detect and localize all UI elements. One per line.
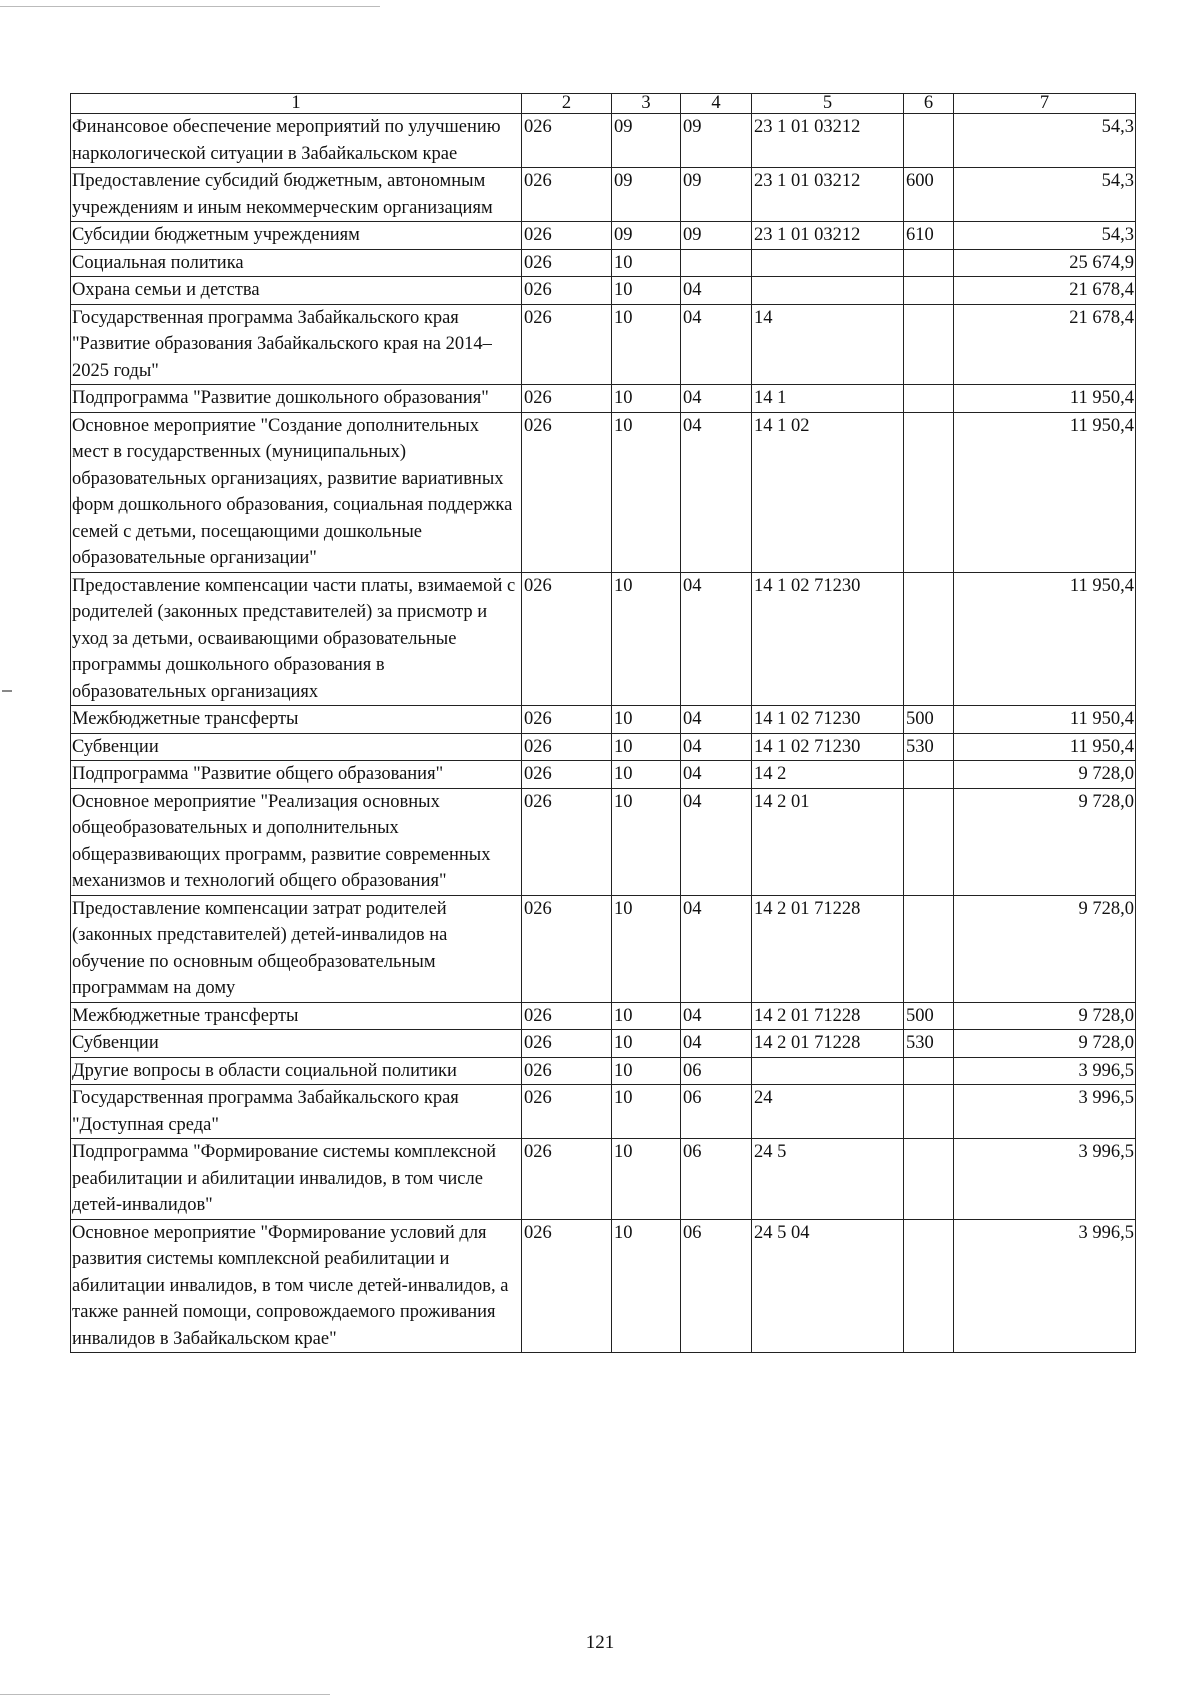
cell-ministry-code: 026: [522, 706, 612, 734]
cell-amount: 21 678,4: [954, 304, 1136, 385]
cell-amount: 3 996,5: [954, 1085, 1136, 1139]
cell-name: Другие вопросы в области социальной политики: [71, 1057, 522, 1085]
table-row: [71, 304, 1136, 385]
cell-target-article: 24: [752, 1085, 904, 1139]
cell-expense-type: 610: [904, 222, 954, 250]
cell-target-article: 23 1 01 03212: [752, 168, 904, 222]
cell-target-article: 14 2: [752, 761, 904, 789]
cell-name: Межбюджетные трансферты: [71, 706, 522, 734]
cell-expense-type: [904, 1057, 954, 1085]
cell-subsection: 06: [681, 1057, 752, 1085]
cell-amount: 11 950,4: [954, 385, 1136, 413]
cell-target-article: 24 5 04: [752, 1219, 904, 1353]
cell-target-article: 23 1 01 03212: [752, 114, 904, 168]
table-row: [71, 706, 1136, 734]
cell-amount: 3 996,5: [954, 1219, 1136, 1353]
table-row: [71, 761, 1136, 789]
cell-expense-type: [904, 249, 954, 277]
cell-section: 10: [612, 706, 681, 734]
page-number: 121: [585, 1632, 615, 1653]
table-row: [71, 385, 1136, 413]
cell-ministry-code: 026: [522, 249, 612, 277]
cell-amount: 9 728,0: [954, 761, 1136, 789]
cell-target-article: [752, 1057, 904, 1085]
cell-ministry-code: 026: [522, 1219, 612, 1353]
cell-name: Субвенции: [71, 733, 522, 761]
cell-name: Охрана семьи и детства: [71, 277, 522, 305]
cell-expense-type: 530: [904, 1030, 954, 1058]
cell-subsection: 09: [681, 168, 752, 222]
table-row: [71, 277, 1136, 305]
cell-section: 10: [612, 249, 681, 277]
cell-name: Подпрограмма "Формирование системы комплексной реабилитации и абилитации инвалидов, в том числе детей-инвалидов": [71, 1139, 522, 1220]
cell-name: Предоставление субсидий бюджетным, автономным учреждениям и иным некоммерческим организациям: [71, 168, 522, 222]
cell-section: 10: [612, 1030, 681, 1058]
cell-ministry-code: 026: [522, 385, 612, 413]
cell-expense-type: [904, 412, 954, 572]
cell-amount: 54,3: [954, 222, 1136, 250]
cell-ministry-code: 026: [522, 114, 612, 168]
cell-amount: 54,3: [954, 168, 1136, 222]
column-header: 4: [681, 94, 752, 114]
budget-table: [70, 93, 1136, 1353]
cell-name: Подпрограмма "Развитие общего образования": [71, 761, 522, 789]
cell-subsection: 04: [681, 572, 752, 706]
cell-target-article: 14 1 02 71230: [752, 706, 904, 734]
cell-expense-type: [904, 895, 954, 1002]
cell-amount: 11 950,4: [954, 412, 1136, 572]
cell-amount: 3 996,5: [954, 1057, 1136, 1085]
cell-ministry-code: 026: [522, 1002, 612, 1030]
cell-subsection: 04: [681, 1002, 752, 1030]
table-row: [71, 733, 1136, 761]
cell-name: Основное мероприятие "Создание дополнительных мест в государственных (муниципальных) образовательных организациях, развитие вариативных форм дошкольного образования, социальная поддержка семей с детьми, посещающими дошкольные образовательные организации": [71, 412, 522, 572]
cell-ministry-code: 026: [522, 277, 612, 305]
cell-expense-type: [904, 572, 954, 706]
cell-expense-type: [904, 788, 954, 895]
column-header: 6: [904, 94, 954, 114]
cell-amount: 11 950,4: [954, 733, 1136, 761]
cell-section: 10: [612, 304, 681, 385]
cell-target-article: 14 1 02 71230: [752, 733, 904, 761]
cell-target-article: 14 1 02 71230: [752, 572, 904, 706]
cell-ministry-code: 026: [522, 222, 612, 250]
cell-subsection: [681, 249, 752, 277]
cell-target-article: [752, 249, 904, 277]
cell-name: Социальная политика: [71, 249, 522, 277]
cell-target-article: 14 2 01 71228: [752, 1002, 904, 1030]
cell-ministry-code: 026: [522, 1139, 612, 1220]
table-row: [71, 1219, 1136, 1353]
cell-section: 09: [612, 222, 681, 250]
cell-target-article: 14 1: [752, 385, 904, 413]
table-row: [71, 412, 1136, 572]
cell-name: Субсидии бюджетным учреждениям: [71, 222, 522, 250]
cell-target-article: 23 1 01 03212: [752, 222, 904, 250]
cell-subsection: 04: [681, 412, 752, 572]
cell-amount: 9 728,0: [954, 1002, 1136, 1030]
cell-subsection: 06: [681, 1219, 752, 1353]
cell-target-article: 14 2 01 71228: [752, 895, 904, 1002]
cell-subsection: 09: [681, 114, 752, 168]
cell-subsection: 06: [681, 1085, 752, 1139]
cell-ministry-code: 026: [522, 168, 612, 222]
cell-ministry-code: 026: [522, 733, 612, 761]
cell-section: 10: [612, 572, 681, 706]
table-row: [71, 1139, 1136, 1220]
cell-name: Основное мероприятие "Формирование условий для развития системы комплексной реабилитации и абилитации инвалидов, в том числе детей-инвалидов, а также ранней помощи, сопровождаемого проживания инвалидов в Забайкальском крае": [71, 1219, 522, 1353]
cell-section: 10: [612, 895, 681, 1002]
cell-ministry-code: 026: [522, 572, 612, 706]
column-header: 7: [954, 94, 1136, 114]
cell-subsection: 04: [681, 385, 752, 413]
cell-expense-type: [904, 385, 954, 413]
table-row: [71, 1085, 1136, 1139]
cell-amount: 9 728,0: [954, 1030, 1136, 1058]
cell-name: Субвенции: [71, 1030, 522, 1058]
table-row: [71, 168, 1136, 222]
cell-name: Государственная программа Забайкальского края "Доступная среда": [71, 1085, 522, 1139]
cell-amount: 3 996,5: [954, 1139, 1136, 1220]
cell-subsection: 04: [681, 1030, 752, 1058]
cell-amount: 9 728,0: [954, 895, 1136, 1002]
cell-section: 10: [612, 1002, 681, 1030]
column-header: 1: [71, 94, 522, 114]
cell-target-article: [752, 277, 904, 305]
cell-amount: 9 728,0: [954, 788, 1136, 895]
cell-name: Подпрограмма "Развитие дошкольного образования": [71, 385, 522, 413]
cell-name: Предоставление компенсации затрат родителей (законных представителей) детей-инвалидов на обучение по основным общеобразовательным программам на дому: [71, 895, 522, 1002]
column-header: 2: [522, 94, 612, 114]
cell-subsection: 04: [681, 277, 752, 305]
cell-amount: 11 950,4: [954, 572, 1136, 706]
table-row: [71, 114, 1136, 168]
cell-expense-type: [904, 1085, 954, 1139]
cell-amount: 21 678,4: [954, 277, 1136, 305]
scan-artifact-line: [0, 1694, 330, 1695]
cell-subsection: 04: [681, 761, 752, 789]
cell-subsection: 09: [681, 222, 752, 250]
cell-section: 10: [612, 1219, 681, 1353]
cell-ministry-code: 026: [522, 1057, 612, 1085]
cell-target-article: 14 1 02: [752, 412, 904, 572]
cell-target-article: 24 5: [752, 1139, 904, 1220]
cell-subsection: 04: [681, 304, 752, 385]
table-row: [71, 249, 1136, 277]
cell-name: Межбюджетные трансферты: [71, 1002, 522, 1030]
cell-expense-type: 600: [904, 168, 954, 222]
cell-expense-type: [904, 304, 954, 385]
cell-subsection: 04: [681, 895, 752, 1002]
cell-section: 10: [612, 761, 681, 789]
table-row: [71, 1030, 1136, 1058]
table-row: [71, 572, 1136, 706]
table-row: [71, 895, 1136, 1002]
cell-name: Государственная программа Забайкальского края "Развитие образования Забайкальского края на 2014–2025 годы": [71, 304, 522, 385]
cell-ministry-code: 026: [522, 412, 612, 572]
cell-section: 10: [612, 733, 681, 761]
cell-expense-type: 500: [904, 706, 954, 734]
table-body: [71, 114, 1136, 1353]
cell-ministry-code: 026: [522, 304, 612, 385]
cell-amount: 54,3: [954, 114, 1136, 168]
scan-artifact-line: [0, 6, 380, 7]
scan-artifact-mark: [2, 690, 12, 692]
cell-expense-type: [904, 1139, 954, 1220]
cell-expense-type: [904, 114, 954, 168]
cell-amount: 25 674,9: [954, 249, 1136, 277]
cell-section: 10: [612, 1139, 681, 1220]
cell-section: 10: [612, 412, 681, 572]
cell-expense-type: 530: [904, 733, 954, 761]
table-header-row: [71, 94, 1136, 114]
cell-section: 10: [612, 277, 681, 305]
cell-target-article: 14 2 01 71228: [752, 1030, 904, 1058]
cell-section: 09: [612, 168, 681, 222]
cell-ministry-code: 026: [522, 895, 612, 1002]
cell-section: 10: [612, 788, 681, 895]
cell-amount: 11 950,4: [954, 706, 1136, 734]
column-header: 5: [752, 94, 904, 114]
cell-ministry-code: 026: [522, 1030, 612, 1058]
cell-name: Предоставление компенсации части платы, взимаемой с родителей (законных представителей) за присмотр и уход за детьми, осваивающими образовательные программы дошкольного образования в образовательных организациях: [71, 572, 522, 706]
cell-expense-type: [904, 761, 954, 789]
cell-name: Основное мероприятие "Реализация основных общеобразовательных и дополнительных общеразвивающих программ, развитие современных механизмов и технологий общего образования": [71, 788, 522, 895]
cell-target-article: 14: [752, 304, 904, 385]
cell-subsection: 04: [681, 706, 752, 734]
cell-expense-type: 500: [904, 1002, 954, 1030]
table-row: [71, 1057, 1136, 1085]
cell-ministry-code: 026: [522, 788, 612, 895]
cell-section: 09: [612, 114, 681, 168]
table-row: [71, 788, 1136, 895]
cell-section: 10: [612, 1057, 681, 1085]
table-row: [71, 1002, 1136, 1030]
cell-subsection: 06: [681, 1139, 752, 1220]
column-header: 3: [612, 94, 681, 114]
cell-section: 10: [612, 1085, 681, 1139]
cell-expense-type: [904, 1219, 954, 1353]
cell-subsection: 04: [681, 733, 752, 761]
cell-subsection: 04: [681, 788, 752, 895]
cell-ministry-code: 026: [522, 761, 612, 789]
cell-section: 10: [612, 385, 681, 413]
cell-ministry-code: 026: [522, 1085, 612, 1139]
cell-expense-type: [904, 277, 954, 305]
table-row: [71, 222, 1136, 250]
cell-target-article: 14 2 01: [752, 788, 904, 895]
cell-name: Финансовое обеспечение мероприятий по улучшению наркологической ситуации в Забайкальском крае: [71, 114, 522, 168]
